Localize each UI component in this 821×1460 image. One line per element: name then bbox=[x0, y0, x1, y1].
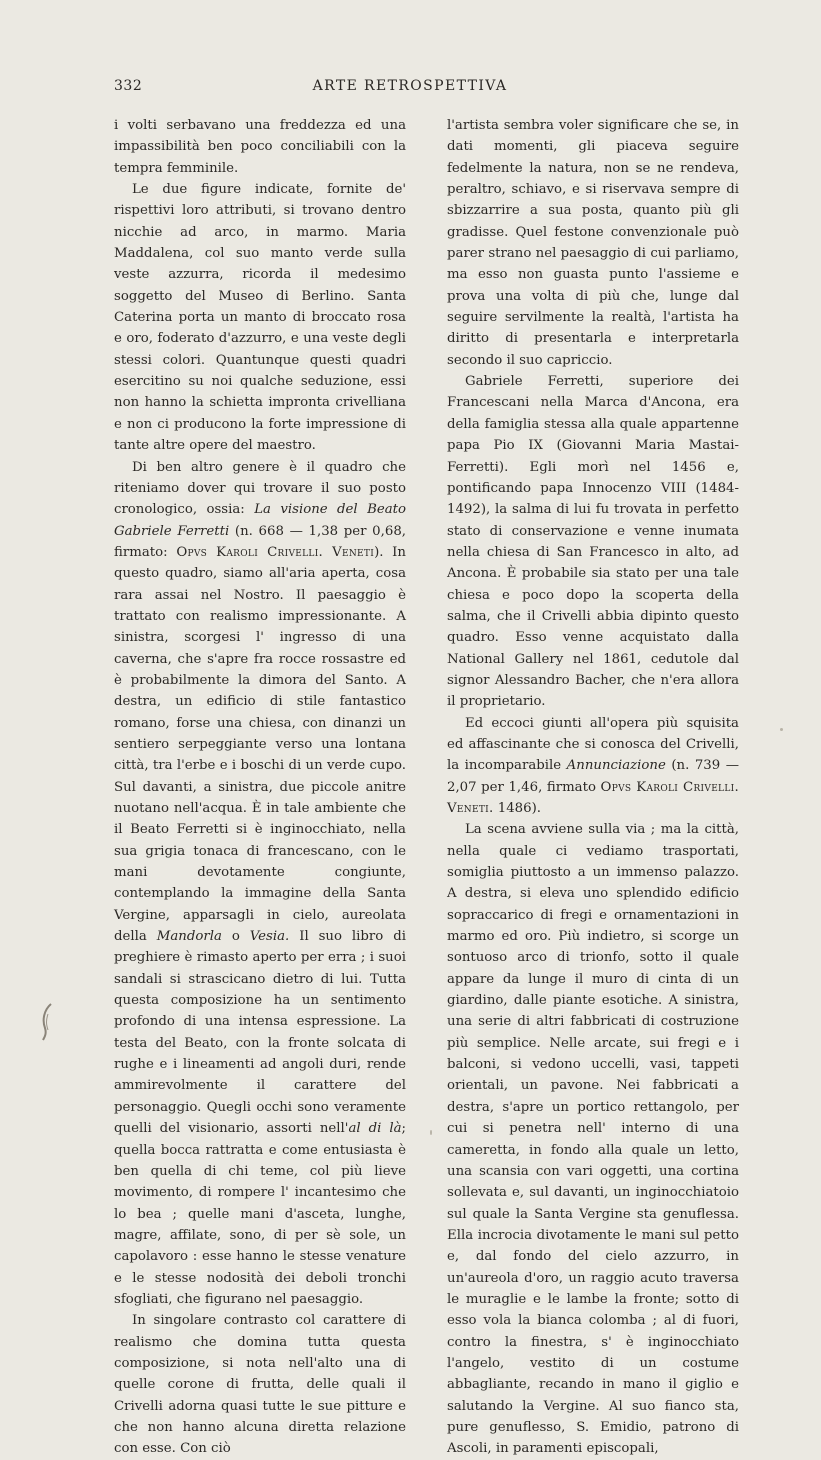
text-run: Di ben altro genere è il quadro che riteniamo dover qui trovare il suo posto cronologico, ossia: bbox=[114, 459, 406, 518]
paragraph bbox=[447, 713, 739, 820]
italic-term: Mandorla bbox=[156, 929, 222, 945]
curved-pencil-mark-icon bbox=[40, 1002, 54, 1042]
italic-term: Vesia. bbox=[249, 929, 290, 945]
text-run: ). In questo quadro, siamo all'aria aperta, cosa rara assai nel Nostro. Il paesaggio è trattato con realismo impressionante. A sinistra, scorgesi l' ingresso di una caverna, che s'apre fra rocce rossastre ed è probabilmente la dimora del Santo. A destra, un edificio di stile fantastico romano, forse una chiesa, con dinanzi un sentiero serpeggiante verso una lontana città, tra l'erbe e i boschi di un verde cupo. Sul davanti, a sinistra, due piccole anitre nuotano nell'acqua. È in tale ambiente che il Beato Ferretti si è inginocchiato, nella sua grigia tonaca di francescano, con le mani devotamente congiunte, contemplando la immagine della Santa Vergine, apparsagli in cielo, aureolata della bbox=[114, 544, 406, 945]
paper-speck bbox=[430, 1130, 432, 1135]
page-header bbox=[114, 78, 706, 100]
paragraph: Le due figure indicate, fornite de' rispettivi loro attributi, si trovano dentro nicchie ad arco, in marmo. Maria Maddalena, col suo manto verde sulla veste azzurra, ricorda il medesimo soggetto del Museo di Berlino. Santa Caterina porta un manto di broccato rosa e oro, foderato d'azzurro, e una veste degli stessi colori. Quantunque questi quadri esercitino su noi qualche seduzione, essi non hanno la schietta impronta crivelliana e non ci producono la forte impressione di tante altre opere del maestro. bbox=[114, 182, 406, 454]
text-run: (n. 739 — 2,07 per 1,46, firmato bbox=[447, 758, 739, 795]
paper-speck bbox=[780, 728, 783, 731]
paragraph bbox=[114, 457, 406, 1311]
running-title: ARTE RETROSPETTIVA bbox=[312, 78, 508, 94]
italic-term: al di là bbox=[348, 1121, 402, 1137]
painting-title: Annunciazione bbox=[566, 758, 666, 774]
left-column bbox=[114, 115, 406, 1460]
paragraph: i volti serbavano una freddezza ed una impassibilità ben poco conciliabili con la tempra femminile. bbox=[114, 118, 406, 176]
paragraph: La scena avviene sulla via ; ma la città, nella quale ci vediamo trasportati, somiglia piuttosto a un immenso palazzo. A destra, si eleva uno splendido edificio sopraccarico di fregi e ornamentazioni in marmo ed oro. Più indietro, si scorge un sontuoso arco di trionfo, sotto il quale appare da lunge il muro di cinta di un giardino, dalle piante esotiche. A sinistra, una serie di altri fabbricati di costruzione più semplice. Nelle arcate, sui fregi e i balconi, si vedono uccelli, vasi, tappeti orientali, un pavone. Nei fabbricati a destra, s'apre un portico rettangolo, per cui si penetra nell' interno di una cameretta, in fondo alla quale un letto, una scansia con vari oggetti, una cortina sollevata e, sul davanti, un inginocchiatoio sul quale la Santa Vergine sta genuflessa. Ella incrocia divotamente le mani sul petto e, dal fondo del cielo azzurro, in un'aureola d'oro, un raggio acuto traversa le muraglie e le lambe la fronte; sotto di esso vola la bianca colomba ; al di fuori, contro la finestra, s' è inginocchiato l'angelo, vestito di un costume abbagliante, recando in mano il giglio e salutando la Vergine. Al suo fianco sta, pure genuflesso, S. Emidio, patrono di Ascoli, in paramenti episcopali, bbox=[447, 822, 739, 1457]
text-run: (n. 668 — 1,38 per 0,68, firmato: bbox=[114, 523, 407, 560]
text-run: Ed eccoci giunti all'opera più squisita ed affascinante che si conosca del Crivelli, la incomparabile bbox=[447, 715, 739, 774]
paragraph: In singolare contrasto col carattere di realismo che domina tutta questa composizione, si nota nell'alto una di quelle corone di frutta, delle quali il Crivelli adorna quasi tutte le sue pitture e che non hanno alcuna diretta relazione con esse. Con ciò bbox=[114, 1313, 406, 1457]
signature-inscription: Opvs Karoli Crivelli. Veneti bbox=[176, 544, 375, 560]
signature-inscription: Opvs Karoli Crivelli. Veneti. bbox=[447, 779, 739, 816]
text-run: Il suo libro di preghiere è rimasto aperto per erra ; i suoi sandali si strascicano dietro di lui. Tutta questa composizione ha un sentimento profondo di una intensa espressione. La testa del Beato, con la fronte solcata di rughe e i lineamenti ad angoli duri, rende ammirevolmente il carattere del personaggio. Quegli occhi sono veramente quelli del visionario, assorti nell' bbox=[114, 929, 406, 1137]
paragraph: Gabriele Ferretti, superiore dei Francescani nella Marca d'Ancona, era della famiglia stessa alla quale appartenne papa Pio IX (Giovanni Maria Mastai-Ferretti). Egli morì nel 1456 e, pontificando papa Innocenzo VIII (1484-1492), la salma di lui fu trovata in perfetto stato di conservazione e venne inumata nella chiesa di San Francesco in alto, ad Ancona. È probabile sia stato per una tale chiesa e poco dopo la scoperta della salma, che il Crivelli abbia dipinto questo quadro. Esso venne acquistato dalla National Gallery nel 1861, cedutole dal signor Alessandro Bacher, che n'era allora il proprietario. bbox=[447, 374, 739, 710]
painting-title: La visione del Beato Gabriele Ferretti bbox=[114, 502, 406, 539]
paragraph: l'artista sembra voler significare che se, in dati momenti, gli piaceva seguire fedelmente la natura, non se ne rendeva, peraltro, schiavo, e si riservava sempre di sbizzarrire a sua posta, quanto più gli gradisse. Quel festone convenzionale può parer strano nel paesaggio di cui parliamo, ma esso non guasta punto l'assieme e prova una volta di più che, lunge dal seguire servilmente la realtà, l'artista ha diritto di presentarla e interpretarla secondo il suo capriccio. bbox=[447, 118, 739, 368]
text-run: o bbox=[231, 929, 240, 945]
right-column bbox=[447, 115, 739, 1460]
text-run: 1486). bbox=[497, 801, 542, 816]
text-run: ; quella bocca rattratta e come entusiasta è ben quella di chi teme, col più lieve movimento, di rompere l' incantesimo che lo bea ; quelle mani d'asceta, lunghe, magre, affilate, sono, di per sè sole, un capolavoro : esse hanno le stesse venature e le stesse nodosità dei deboli tronchi sfogliati, che figurano nel paesaggio. bbox=[114, 1121, 406, 1307]
page-number: 332 bbox=[114, 78, 143, 94]
